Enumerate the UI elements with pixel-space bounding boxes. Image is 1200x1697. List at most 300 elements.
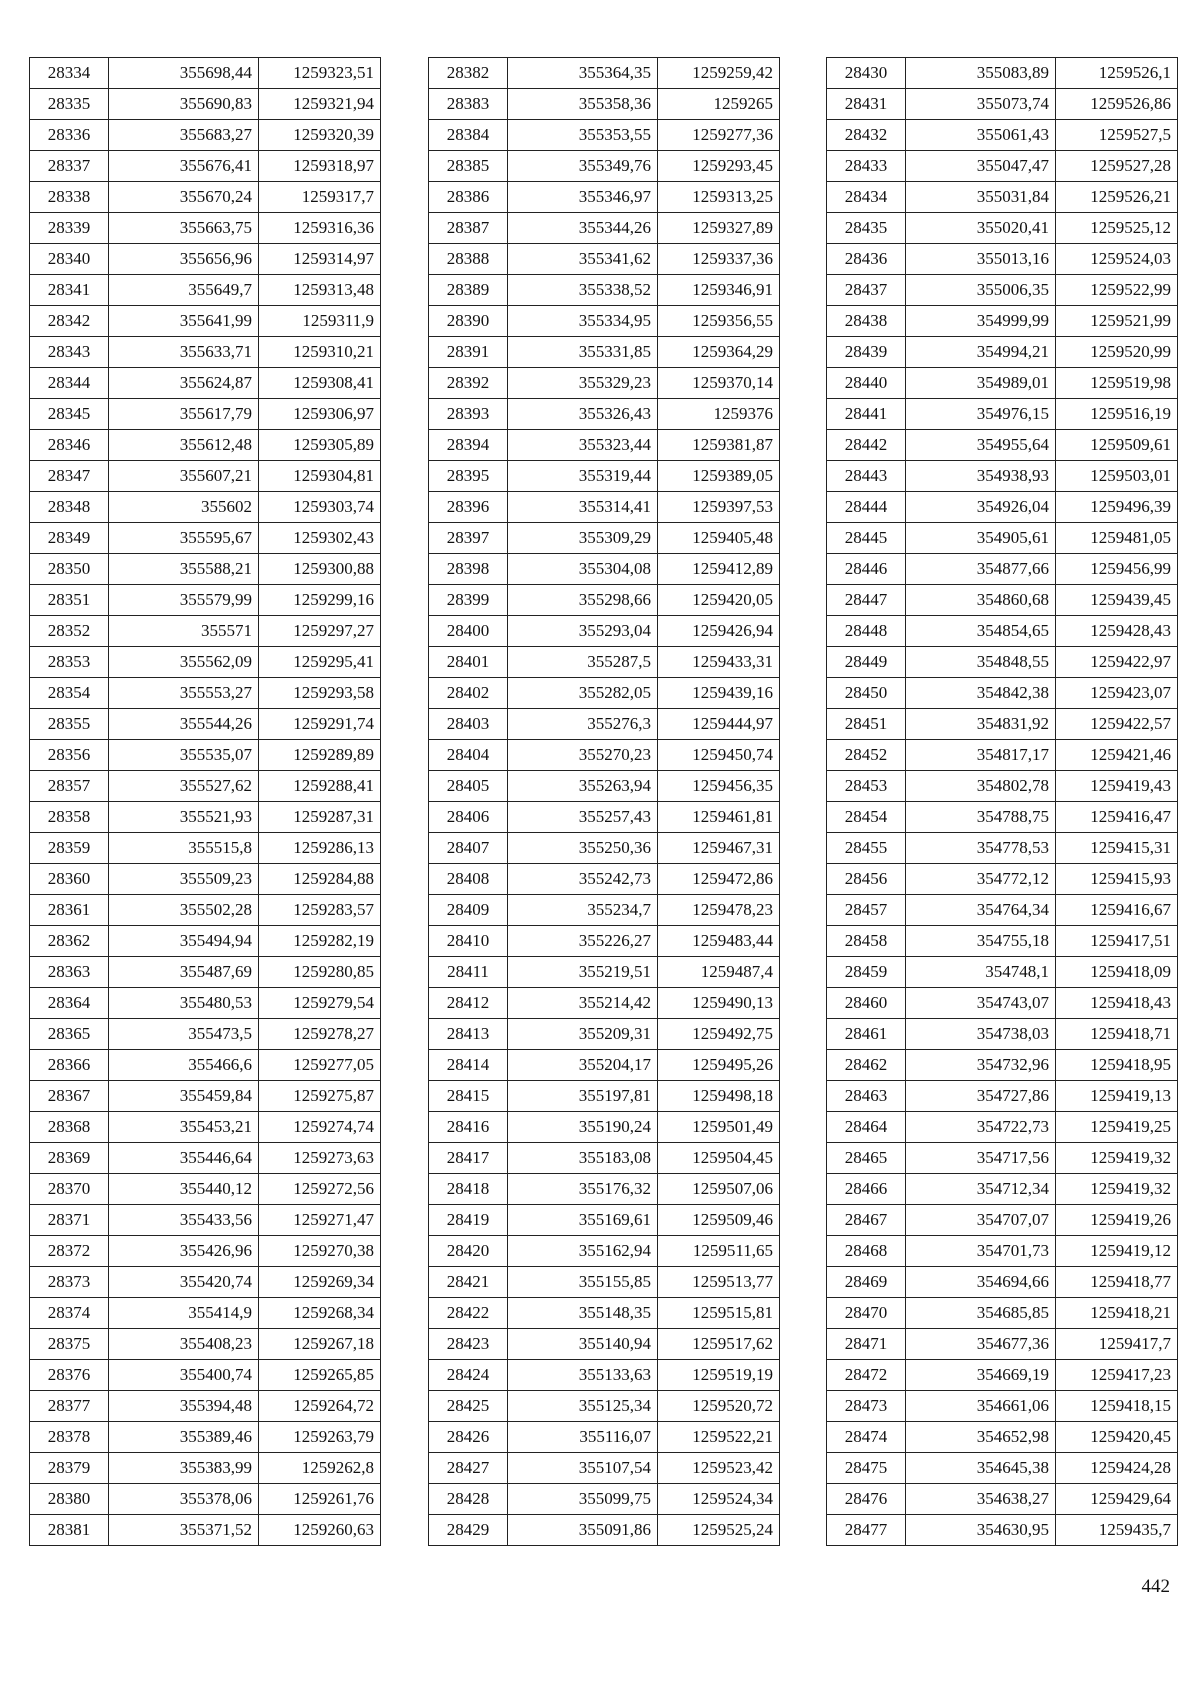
point-id-cell: 28437 bbox=[827, 275, 906, 306]
x-coordinate-cell: 355683,27 bbox=[109, 120, 259, 151]
y-coordinate-cell: 1259259,42 bbox=[658, 58, 780, 89]
table-row bbox=[827, 988, 1178, 1019]
y-coordinate-cell: 1259526,21 bbox=[1056, 182, 1178, 213]
x-coordinate-cell: 355602 bbox=[109, 492, 259, 523]
x-coordinate-cell: 355020,41 bbox=[906, 213, 1056, 244]
table-row bbox=[827, 1422, 1178, 1453]
table-row bbox=[429, 554, 780, 585]
y-coordinate-cell: 1259262,8 bbox=[259, 1453, 381, 1484]
y-coordinate-cell: 1259381,87 bbox=[658, 430, 780, 461]
x-coordinate-cell: 355394,48 bbox=[109, 1391, 259, 1422]
y-coordinate-cell: 1259523,42 bbox=[658, 1453, 780, 1484]
x-coordinate-cell: 355083,89 bbox=[906, 58, 1056, 89]
y-coordinate-cell: 1259314,97 bbox=[259, 244, 381, 275]
y-coordinate-cell: 1259526,86 bbox=[1056, 89, 1178, 120]
y-coordinate-cell: 1259313,48 bbox=[259, 275, 381, 306]
x-coordinate-cell: 355527,62 bbox=[109, 771, 259, 802]
x-coordinate-cell: 355426,96 bbox=[109, 1236, 259, 1267]
x-coordinate-cell: 354854,65 bbox=[906, 616, 1056, 647]
x-coordinate-cell: 355263,94 bbox=[508, 771, 658, 802]
y-coordinate-cell: 1259456,35 bbox=[658, 771, 780, 802]
y-coordinate-cell: 1259288,41 bbox=[259, 771, 381, 802]
y-coordinate-cell: 1259520,72 bbox=[658, 1391, 780, 1422]
y-coordinate-cell: 1259415,93 bbox=[1056, 864, 1178, 895]
table-row bbox=[30, 895, 381, 926]
y-coordinate-cell: 1259267,18 bbox=[259, 1329, 381, 1360]
y-coordinate-cell: 1259275,87 bbox=[259, 1081, 381, 1112]
y-coordinate-cell: 1259511,65 bbox=[658, 1236, 780, 1267]
y-coordinate-cell: 1259504,45 bbox=[658, 1143, 780, 1174]
y-coordinate-cell: 1259418,71 bbox=[1056, 1019, 1178, 1050]
table-row bbox=[429, 895, 780, 926]
table-row bbox=[827, 523, 1178, 554]
y-coordinate-cell: 1259519,98 bbox=[1056, 368, 1178, 399]
y-coordinate-cell: 1259356,55 bbox=[658, 306, 780, 337]
table-row bbox=[827, 1298, 1178, 1329]
point-id-cell: 28429 bbox=[429, 1515, 508, 1546]
table-row bbox=[429, 647, 780, 678]
x-coordinate-cell: 355453,21 bbox=[109, 1112, 259, 1143]
table-row bbox=[429, 399, 780, 430]
table-row bbox=[429, 1391, 780, 1422]
y-coordinate-cell: 1259525,24 bbox=[658, 1515, 780, 1546]
point-id-cell: 28404 bbox=[429, 740, 508, 771]
y-coordinate-cell: 1259310,21 bbox=[259, 337, 381, 368]
y-coordinate-cell: 1259418,43 bbox=[1056, 988, 1178, 1019]
point-id-cell: 28378 bbox=[30, 1422, 109, 1453]
point-id-cell: 28402 bbox=[429, 678, 508, 709]
x-coordinate-cell: 355408,23 bbox=[109, 1329, 259, 1360]
table-row bbox=[30, 275, 381, 306]
table-row bbox=[827, 1236, 1178, 1267]
point-id-cell: 28363 bbox=[30, 957, 109, 988]
x-coordinate-cell: 355440,12 bbox=[109, 1174, 259, 1205]
x-coordinate-cell: 354645,38 bbox=[906, 1453, 1056, 1484]
table-row bbox=[827, 1453, 1178, 1484]
point-id-cell: 28392 bbox=[429, 368, 508, 399]
y-coordinate-cell: 1259524,03 bbox=[1056, 244, 1178, 275]
x-coordinate-cell: 354743,07 bbox=[906, 988, 1056, 1019]
x-coordinate-cell: 354778,53 bbox=[906, 833, 1056, 864]
x-coordinate-cell: 355133,63 bbox=[508, 1360, 658, 1391]
table-row bbox=[30, 585, 381, 616]
x-coordinate-cell: 355553,27 bbox=[109, 678, 259, 709]
page-number: 442 bbox=[1141, 1576, 1170, 1597]
table-row bbox=[827, 833, 1178, 864]
x-coordinate-cell: 354727,86 bbox=[906, 1081, 1056, 1112]
y-coordinate-cell: 1259418,95 bbox=[1056, 1050, 1178, 1081]
x-coordinate-cell: 355323,44 bbox=[508, 430, 658, 461]
y-coordinate-cell: 1259419,25 bbox=[1056, 1112, 1178, 1143]
y-coordinate-cell: 1259268,34 bbox=[259, 1298, 381, 1329]
x-coordinate-cell: 355612,48 bbox=[109, 430, 259, 461]
table-row bbox=[429, 151, 780, 182]
point-id-cell: 28387 bbox=[429, 213, 508, 244]
table-row bbox=[429, 988, 780, 1019]
point-id-cell: 28451 bbox=[827, 709, 906, 740]
table-row bbox=[30, 647, 381, 678]
table-row bbox=[30, 678, 381, 709]
point-id-cell: 28375 bbox=[30, 1329, 109, 1360]
y-coordinate-cell: 1259416,47 bbox=[1056, 802, 1178, 833]
point-id-cell: 28384 bbox=[429, 120, 508, 151]
x-coordinate-cell: 354755,18 bbox=[906, 926, 1056, 957]
x-coordinate-cell: 355287,5 bbox=[508, 647, 658, 678]
y-coordinate-cell: 1259305,89 bbox=[259, 430, 381, 461]
table-row bbox=[429, 678, 780, 709]
y-coordinate-cell: 1259417,51 bbox=[1056, 926, 1178, 957]
x-coordinate-cell: 354748,1 bbox=[906, 957, 1056, 988]
table-row bbox=[827, 1050, 1178, 1081]
x-coordinate-cell: 354848,55 bbox=[906, 647, 1056, 678]
x-coordinate-cell: 355353,55 bbox=[508, 120, 658, 151]
point-id-cell: 28372 bbox=[30, 1236, 109, 1267]
x-coordinate-cell: 355480,53 bbox=[109, 988, 259, 1019]
table-row bbox=[30, 988, 381, 1019]
table-row bbox=[429, 771, 780, 802]
point-id-cell: 28366 bbox=[30, 1050, 109, 1081]
point-id-cell: 28435 bbox=[827, 213, 906, 244]
point-id-cell: 28464 bbox=[827, 1112, 906, 1143]
table-row bbox=[429, 89, 780, 120]
y-coordinate-cell: 1259487,4 bbox=[658, 957, 780, 988]
point-id-cell: 28441 bbox=[827, 399, 906, 430]
point-id-cell: 28443 bbox=[827, 461, 906, 492]
point-id-cell: 28338 bbox=[30, 182, 109, 213]
y-coordinate-cell: 1259520,99 bbox=[1056, 337, 1178, 368]
point-id-cell: 28421 bbox=[429, 1267, 508, 1298]
x-coordinate-cell: 355663,75 bbox=[109, 213, 259, 244]
point-id-cell: 28370 bbox=[30, 1174, 109, 1205]
table-row bbox=[429, 1298, 780, 1329]
y-coordinate-cell: 1259265 bbox=[658, 89, 780, 120]
point-id-cell: 28407 bbox=[429, 833, 508, 864]
point-id-cell: 28412 bbox=[429, 988, 508, 1019]
table-row bbox=[429, 213, 780, 244]
table-row bbox=[827, 647, 1178, 678]
y-coordinate-cell: 1259289,89 bbox=[259, 740, 381, 771]
point-id-cell: 28354 bbox=[30, 678, 109, 709]
x-coordinate-cell: 355624,87 bbox=[109, 368, 259, 399]
table-row bbox=[30, 306, 381, 337]
x-coordinate-cell: 355588,21 bbox=[109, 554, 259, 585]
point-id-cell: 28408 bbox=[429, 864, 508, 895]
x-coordinate-cell: 355190,24 bbox=[508, 1112, 658, 1143]
x-coordinate-cell: 355349,76 bbox=[508, 151, 658, 182]
x-coordinate-cell: 355242,73 bbox=[508, 864, 658, 895]
x-coordinate-cell: 355571 bbox=[109, 616, 259, 647]
x-coordinate-cell: 354877,66 bbox=[906, 554, 1056, 585]
table-row bbox=[827, 244, 1178, 275]
point-id-cell: 28461 bbox=[827, 1019, 906, 1050]
y-coordinate-cell: 1259300,88 bbox=[259, 554, 381, 585]
table-row bbox=[429, 1360, 780, 1391]
point-id-cell: 28462 bbox=[827, 1050, 906, 1081]
table-row bbox=[30, 337, 381, 368]
point-id-cell: 28373 bbox=[30, 1267, 109, 1298]
x-coordinate-cell: 355099,75 bbox=[508, 1484, 658, 1515]
x-coordinate-cell: 355319,44 bbox=[508, 461, 658, 492]
x-coordinate-cell: 355502,28 bbox=[109, 895, 259, 926]
x-coordinate-cell: 355226,27 bbox=[508, 926, 658, 957]
table-row bbox=[827, 58, 1178, 89]
table-row bbox=[827, 213, 1178, 244]
table-row bbox=[30, 120, 381, 151]
table-row bbox=[827, 709, 1178, 740]
point-id-cell: 28357 bbox=[30, 771, 109, 802]
x-coordinate-cell: 355309,29 bbox=[508, 523, 658, 554]
table-row bbox=[429, 1050, 780, 1081]
point-id-cell: 28391 bbox=[429, 337, 508, 368]
x-coordinate-cell: 355521,93 bbox=[109, 802, 259, 833]
point-id-cell: 28409 bbox=[429, 895, 508, 926]
x-coordinate-cell: 355107,54 bbox=[508, 1453, 658, 1484]
table-row bbox=[827, 275, 1178, 306]
x-coordinate-cell: 355155,85 bbox=[508, 1267, 658, 1298]
y-coordinate-cell: 1259419,32 bbox=[1056, 1174, 1178, 1205]
point-id-cell: 28432 bbox=[827, 120, 906, 151]
point-id-cell: 28386 bbox=[429, 182, 508, 213]
x-coordinate-cell: 355487,69 bbox=[109, 957, 259, 988]
table-row bbox=[827, 585, 1178, 616]
y-coordinate-cell: 1259263,79 bbox=[259, 1422, 381, 1453]
point-id-cell: 28428 bbox=[429, 1484, 508, 1515]
table-row bbox=[429, 957, 780, 988]
point-id-cell: 28470 bbox=[827, 1298, 906, 1329]
table-row bbox=[30, 244, 381, 275]
table-row bbox=[30, 151, 381, 182]
point-id-cell: 28344 bbox=[30, 368, 109, 399]
point-id-cell: 28457 bbox=[827, 895, 906, 926]
table-row bbox=[30, 554, 381, 585]
point-id-cell: 28397 bbox=[429, 523, 508, 554]
point-id-cell: 28460 bbox=[827, 988, 906, 1019]
x-coordinate-cell: 355031,84 bbox=[906, 182, 1056, 213]
x-coordinate-cell: 355282,05 bbox=[508, 678, 658, 709]
y-coordinate-cell: 1259302,43 bbox=[259, 523, 381, 554]
table-row bbox=[30, 1050, 381, 1081]
point-id-cell: 28420 bbox=[429, 1236, 508, 1267]
table-row bbox=[429, 1143, 780, 1174]
point-id-cell: 28415 bbox=[429, 1081, 508, 1112]
table-row bbox=[30, 430, 381, 461]
x-coordinate-cell: 354694,66 bbox=[906, 1267, 1056, 1298]
point-id-cell: 28381 bbox=[30, 1515, 109, 1546]
point-id-cell: 28453 bbox=[827, 771, 906, 802]
table-row bbox=[827, 1205, 1178, 1236]
point-id-cell: 28459 bbox=[827, 957, 906, 988]
point-id-cell: 28430 bbox=[827, 58, 906, 89]
x-coordinate-cell: 355293,04 bbox=[508, 616, 658, 647]
table-row bbox=[429, 585, 780, 616]
table-row bbox=[30, 957, 381, 988]
y-coordinate-cell: 1259423,07 bbox=[1056, 678, 1178, 709]
y-coordinate-cell: 1259264,72 bbox=[259, 1391, 381, 1422]
table-row bbox=[429, 802, 780, 833]
table-row bbox=[429, 1267, 780, 1298]
x-coordinate-cell: 354831,92 bbox=[906, 709, 1056, 740]
table-row bbox=[30, 1360, 381, 1391]
x-coordinate-cell: 355162,94 bbox=[508, 1236, 658, 1267]
x-coordinate-cell: 355346,97 bbox=[508, 182, 658, 213]
x-coordinate-cell: 354999,99 bbox=[906, 306, 1056, 337]
x-coordinate-cell: 355509,23 bbox=[109, 864, 259, 895]
table-row bbox=[429, 368, 780, 399]
table-row bbox=[30, 1236, 381, 1267]
point-id-cell: 28352 bbox=[30, 616, 109, 647]
point-id-cell: 28431 bbox=[827, 89, 906, 120]
point-id-cell: 28376 bbox=[30, 1360, 109, 1391]
y-coordinate-cell: 1259320,39 bbox=[259, 120, 381, 151]
y-coordinate-cell: 1259527,28 bbox=[1056, 151, 1178, 182]
table-row bbox=[429, 523, 780, 554]
x-coordinate-cell: 355459,84 bbox=[109, 1081, 259, 1112]
y-coordinate-cell: 1259346,91 bbox=[658, 275, 780, 306]
point-id-cell: 28417 bbox=[429, 1143, 508, 1174]
x-coordinate-cell: 354788,75 bbox=[906, 802, 1056, 833]
y-coordinate-cell: 1259483,44 bbox=[658, 926, 780, 957]
y-coordinate-cell: 1259428,43 bbox=[1056, 616, 1178, 647]
x-coordinate-cell: 354712,34 bbox=[906, 1174, 1056, 1205]
table-row bbox=[827, 740, 1178, 771]
table-row bbox=[429, 1081, 780, 1112]
y-coordinate-cell: 1259524,34 bbox=[658, 1484, 780, 1515]
y-coordinate-cell: 1259419,26 bbox=[1056, 1205, 1178, 1236]
point-id-cell: 28371 bbox=[30, 1205, 109, 1236]
table-row bbox=[30, 1515, 381, 1546]
table-row bbox=[429, 1205, 780, 1236]
x-coordinate-cell: 355656,96 bbox=[109, 244, 259, 275]
x-coordinate-cell: 355169,61 bbox=[508, 1205, 658, 1236]
point-id-cell: 28362 bbox=[30, 926, 109, 957]
table-row bbox=[827, 1174, 1178, 1205]
table-row bbox=[30, 89, 381, 120]
y-coordinate-cell: 1259418,09 bbox=[1056, 957, 1178, 988]
y-coordinate-cell: 1259311,9 bbox=[259, 306, 381, 337]
point-id-cell: 28473 bbox=[827, 1391, 906, 1422]
point-id-cell: 28410 bbox=[429, 926, 508, 957]
point-id-cell: 28342 bbox=[30, 306, 109, 337]
table-row bbox=[827, 151, 1178, 182]
x-coordinate-cell: 355420,74 bbox=[109, 1267, 259, 1298]
table-row bbox=[429, 740, 780, 771]
table-row bbox=[429, 492, 780, 523]
y-coordinate-cell: 1259412,89 bbox=[658, 554, 780, 585]
y-coordinate-cell: 1259467,31 bbox=[658, 833, 780, 864]
point-id-cell: 28364 bbox=[30, 988, 109, 1019]
x-coordinate-cell: 354938,93 bbox=[906, 461, 1056, 492]
x-coordinate-cell: 354994,21 bbox=[906, 337, 1056, 368]
point-id-cell: 28401 bbox=[429, 647, 508, 678]
point-id-cell: 28389 bbox=[429, 275, 508, 306]
y-coordinate-cell: 1259461,81 bbox=[658, 802, 780, 833]
table-row bbox=[30, 213, 381, 244]
x-coordinate-cell: 355562,09 bbox=[109, 647, 259, 678]
y-coordinate-cell: 1259509,61 bbox=[1056, 430, 1178, 461]
y-coordinate-cell: 1259433,31 bbox=[658, 647, 780, 678]
x-coordinate-cell: 355595,67 bbox=[109, 523, 259, 554]
table-row bbox=[30, 1329, 381, 1360]
table-row bbox=[429, 1422, 780, 1453]
y-coordinate-cell: 1259496,39 bbox=[1056, 492, 1178, 523]
x-coordinate-cell: 355473,5 bbox=[109, 1019, 259, 1050]
y-coordinate-cell: 1259279,54 bbox=[259, 988, 381, 1019]
x-coordinate-cell: 355414,9 bbox=[109, 1298, 259, 1329]
x-coordinate-cell: 354732,96 bbox=[906, 1050, 1056, 1081]
point-id-cell: 28400 bbox=[429, 616, 508, 647]
y-coordinate-cell: 1259418,21 bbox=[1056, 1298, 1178, 1329]
table-row bbox=[827, 771, 1178, 802]
y-coordinate-cell: 1259424,28 bbox=[1056, 1453, 1178, 1484]
table-row bbox=[30, 1143, 381, 1174]
point-id-cell: 28334 bbox=[30, 58, 109, 89]
y-coordinate-cell: 1259277,36 bbox=[658, 120, 780, 151]
x-coordinate-cell: 354738,03 bbox=[906, 1019, 1056, 1050]
x-coordinate-cell: 354669,19 bbox=[906, 1360, 1056, 1391]
y-coordinate-cell: 1259277,05 bbox=[259, 1050, 381, 1081]
table-row bbox=[827, 802, 1178, 833]
x-coordinate-cell: 355276,3 bbox=[508, 709, 658, 740]
coordinates-table-3 bbox=[826, 57, 1178, 1546]
y-coordinate-cell: 1259337,36 bbox=[658, 244, 780, 275]
point-id-cell: 28356 bbox=[30, 740, 109, 771]
table-row bbox=[827, 89, 1178, 120]
x-coordinate-cell: 355698,44 bbox=[109, 58, 259, 89]
x-coordinate-cell: 355649,7 bbox=[109, 275, 259, 306]
y-coordinate-cell: 1259418,77 bbox=[1056, 1267, 1178, 1298]
y-coordinate-cell: 1259521,99 bbox=[1056, 306, 1178, 337]
table-row bbox=[429, 58, 780, 89]
table-row bbox=[429, 120, 780, 151]
point-id-cell: 28405 bbox=[429, 771, 508, 802]
table-row bbox=[30, 1205, 381, 1236]
point-id-cell: 28436 bbox=[827, 244, 906, 275]
y-coordinate-cell: 1259421,46 bbox=[1056, 740, 1178, 771]
x-coordinate-cell: 355383,99 bbox=[109, 1453, 259, 1484]
x-coordinate-cell: 355006,35 bbox=[906, 275, 1056, 306]
x-coordinate-cell: 354764,34 bbox=[906, 895, 1056, 926]
y-coordinate-cell: 1259422,97 bbox=[1056, 647, 1178, 678]
table-row bbox=[429, 306, 780, 337]
point-id-cell: 28388 bbox=[429, 244, 508, 275]
table-row bbox=[827, 1143, 1178, 1174]
table-row bbox=[429, 1484, 780, 1515]
point-id-cell: 28353 bbox=[30, 647, 109, 678]
y-coordinate-cell: 1259389,05 bbox=[658, 461, 780, 492]
x-coordinate-cell: 355446,64 bbox=[109, 1143, 259, 1174]
table-row bbox=[429, 182, 780, 213]
x-coordinate-cell: 354677,36 bbox=[906, 1329, 1056, 1360]
y-coordinate-cell: 1259293,45 bbox=[658, 151, 780, 182]
table-row bbox=[827, 957, 1178, 988]
y-coordinate-cell: 1259316,36 bbox=[259, 213, 381, 244]
point-id-cell: 28348 bbox=[30, 492, 109, 523]
x-coordinate-cell: 355125,34 bbox=[508, 1391, 658, 1422]
point-id-cell: 28369 bbox=[30, 1143, 109, 1174]
x-coordinate-cell: 355334,95 bbox=[508, 306, 658, 337]
point-id-cell: 28339 bbox=[30, 213, 109, 244]
point-id-cell: 28423 bbox=[429, 1329, 508, 1360]
x-coordinate-cell: 355250,36 bbox=[508, 833, 658, 864]
point-id-cell: 28466 bbox=[827, 1174, 906, 1205]
table-row bbox=[827, 430, 1178, 461]
table-row bbox=[827, 895, 1178, 926]
y-coordinate-cell: 1259517,62 bbox=[658, 1329, 780, 1360]
y-coordinate-cell: 1259527,5 bbox=[1056, 120, 1178, 151]
point-id-cell: 28403 bbox=[429, 709, 508, 740]
table-row bbox=[827, 1484, 1178, 1515]
y-coordinate-cell: 1259417,7 bbox=[1056, 1329, 1178, 1360]
